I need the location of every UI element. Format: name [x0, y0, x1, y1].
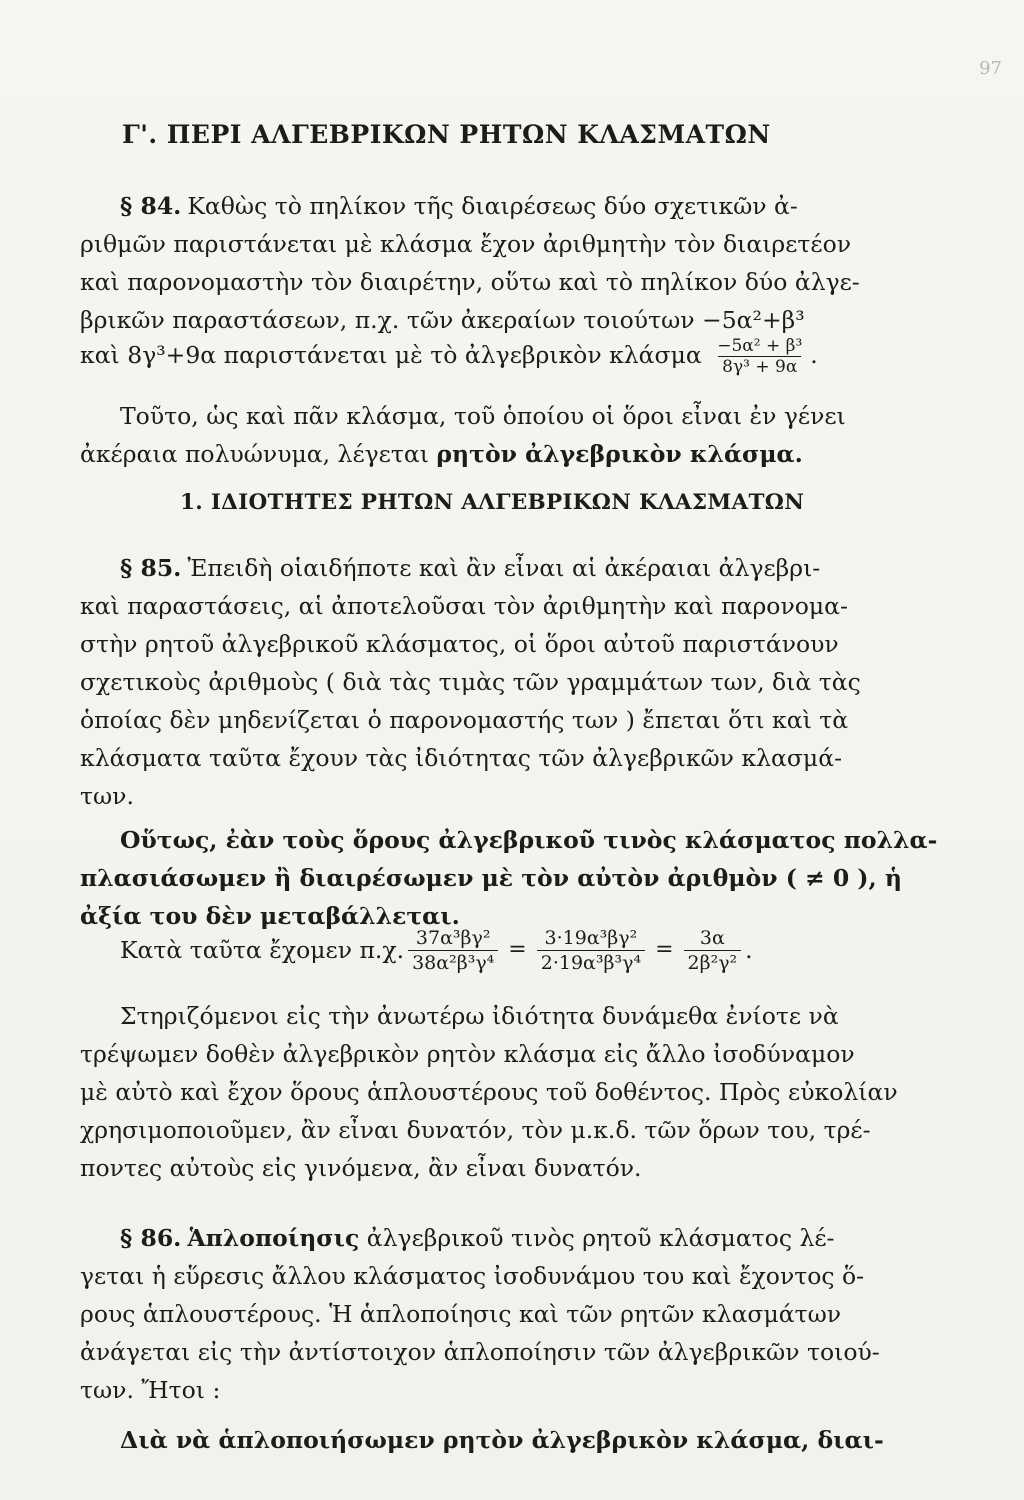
para85-line-4: σχετικοὺς ἀριθμοὺς ( διὰ τὰς τιμὰς τῶν γραμμάτων των, διὰ τὰς	[80, 668, 861, 696]
bold-term: Ἁπλοποίησις	[187, 1224, 360, 1252]
rule-line-3: ἀξία του δὲν μεταβάλλεται.	[80, 902, 460, 930]
example-fraction-1: $\frac{\text{37α³βγ²}}{\text{38α²β³γ⁴}}$	[408, 926, 498, 975]
page-number: 97	[979, 58, 1002, 79]
para84-line-5: καὶ 8γ³+9α παριστάνεται μὲ τὸ ἀλγεβρικὸν κλάσμα $\frac{\text{−5α² + β³}}{\text{8γ³ + 9α}}$ .	[80, 336, 818, 377]
rule-line-2: πλασιάσωμεν ἢ διαιρέσωμεν μὲ τὸν αὐτὸν ἀριθμὸν ( ≠ 0 ), ἡ	[80, 864, 902, 892]
para85-line-3: στὴν ρητοῦ ἀλγεβρικοῦ κλάσματος, οἱ ὅροι αὐτοῦ παριστάνουν	[80, 630, 839, 658]
para86-line-3: ρους ἁπλουστέρους. Ἡ ἁπλοποίησις καὶ τῶν ρητῶν κλασμάτων	[80, 1300, 842, 1328]
para85-line-6: κλάσματα ταῦτα ἔχουν τὰς ἰδιότητας τῶν ἀλγεβρικῶν κλασμά-	[80, 744, 843, 772]
para86-line-4: ἀνάγεται εἰς τὴν ἀντίστοιχον ἁπλοποίησιν τῶν ἀλγεβρικῶν τοιού-	[80, 1338, 880, 1366]
para84-line-2: ριθμῶν παριστάνεται μὲ κλάσμα ἔχον ἀριθμητὴν τὸν διαιρετέον	[80, 230, 852, 258]
para-cont-line-3: μὲ αὐτὸ καὶ ἔχον ὅρους ἁπλουστέρους τοῦ δοθέντος. Πρὸς εὐκολίαν	[80, 1078, 898, 1106]
section-number: § 85.	[120, 554, 182, 582]
fraction	[713, 336, 806, 377]
section-number: § 86.	[120, 1224, 182, 1252]
para86-line-6: Διὰ νὰ ἁπλοποιήσωμεν ρητὸν ἀλγεβρικὸν κλάσμα, διαι-	[120, 1426, 884, 1454]
bold-term: ρητὸν ἀλγεβρικὸν κλάσμα.	[436, 440, 803, 468]
example-fraction-2: $\frac{\text{3·19α³βγ²}}{\text{2·19α³β³γ⁴}}$	[537, 926, 645, 975]
para85-line-2: καὶ παραστάσεις, αἱ ἀποτελοῦσαι τὸν ἀριθμητὴν καὶ παρονομα-	[80, 592, 848, 620]
section-number: § 84.	[120, 192, 182, 220]
para-cont-line-1: Στηριζόμενοι εἰς τὴν ἀνωτέρω ἰδιότητα δυνάμεθα ἐνίοτε νὰ	[120, 1002, 839, 1030]
section-subheading: 1. ΙΔΙΟΤΗΤΕΣ ΡΗΤΩΝ ΑΛΓΕΒΡΙΚΩΝ ΚΛΑΣΜΑΤΩΝ	[180, 490, 805, 515]
para84-line-1: § 84. Καθὼς τὸ πηλίκον τῆς διαιρέσεως δύο σχετικῶν ἀ-	[120, 192, 798, 220]
para85-line-5: ὁποίας δὲν μηδενίζεται ὁ παρονομαστής των ) ἔπεται ὅτι καὶ τὰ	[80, 706, 849, 734]
para-cont-line-2: τρέψωμεν δοθὲν ἀλγεβρικὸν ρητὸν κλάσμα εἰς ἄλλο ἰσοδύναμον	[80, 1040, 855, 1068]
para-cont-line-5: ποντες αὐτοὺς εἰς γινόμενα, ἂν εἶναι δυνατόν.	[80, 1154, 642, 1182]
example-line: Κατὰ ταῦτα ἔχομεν π.χ. $\frac{\text{37α³βγ²}}{\text{38α²β³γ⁴}}$ = $\frac{\text{3·19α³βγ²}}{\text{2·19α³β³γ⁴}}$ = $\frac{3\alpha}{\text{2β²γ²}}$ .	[120, 926, 753, 974]
chapter-title: Γ'. ΠΕΡΙ ΑΛΓΕΒΡΙΚΩΝ ΡΗΤΩΝ ΚΛΑΣΜΑΤΩΝ	[122, 120, 771, 149]
para86-line-2: γεται ἡ εὕρεσις ἄλλου κλάσματος ἰσοδυνάμου του καὶ ἔχοντος ὅ-	[80, 1262, 865, 1290]
para84-line-6: Τοῦτο, ὡς καὶ πᾶν κλάσμα, τοῦ ὁποίου οἱ ὅροι εἶναι ἐν γένει	[120, 402, 846, 430]
para85-line-7: των.	[80, 782, 134, 810]
para84-line-4: βρικῶν παραστάσεων, π.χ. τῶν ἀκεραίων τοιούτων −5α²+β³	[80, 306, 805, 334]
rule-line-1: Οὕτως, ἐὰν τοὺς ὅρους ἀλγεβρικοῦ τινὸς κλάσματος πολλα-	[120, 826, 938, 854]
fraction-denominator: 8γ³ + 9α	[718, 356, 801, 377]
para-cont-line-4: χρησιμοποιοῦμεν, ἂν εἶναι δυνατόν, τὸν μ.κ.δ. τῶν ὅρων του, τρέ-	[80, 1116, 871, 1144]
fraction-numerator: −5α² + β³	[717, 336, 803, 356]
para84-line-7: ἀκέραια πολυώνυμα, λέγεται ρητὸν ἀλγεβρικὸν κλάσμα.	[80, 440, 803, 468]
para85-line-1: § 85. Ἐπειδὴ οἱαιδήποτε καὶ ἂν εἶναι αἱ ἀκέραιαι ἀλγεβρι-	[120, 554, 821, 582]
para86-line-1: § 86. Ἁπλοποίησις ἀλγεβρικοῦ τινὸς ρητοῦ κλάσματος λέ-	[120, 1224, 835, 1252]
para86-line-5: των. Ἤτοι :	[80, 1376, 221, 1404]
para84-line-3: καὶ παρονομαστὴν τὸν διαιρέτην, οὕτω καὶ τὸ πηλίκον δύο ἀλγε-	[80, 268, 860, 296]
example-fraction-3: $\frac{3\alpha}{\text{2β²γ²}}$	[684, 926, 742, 975]
